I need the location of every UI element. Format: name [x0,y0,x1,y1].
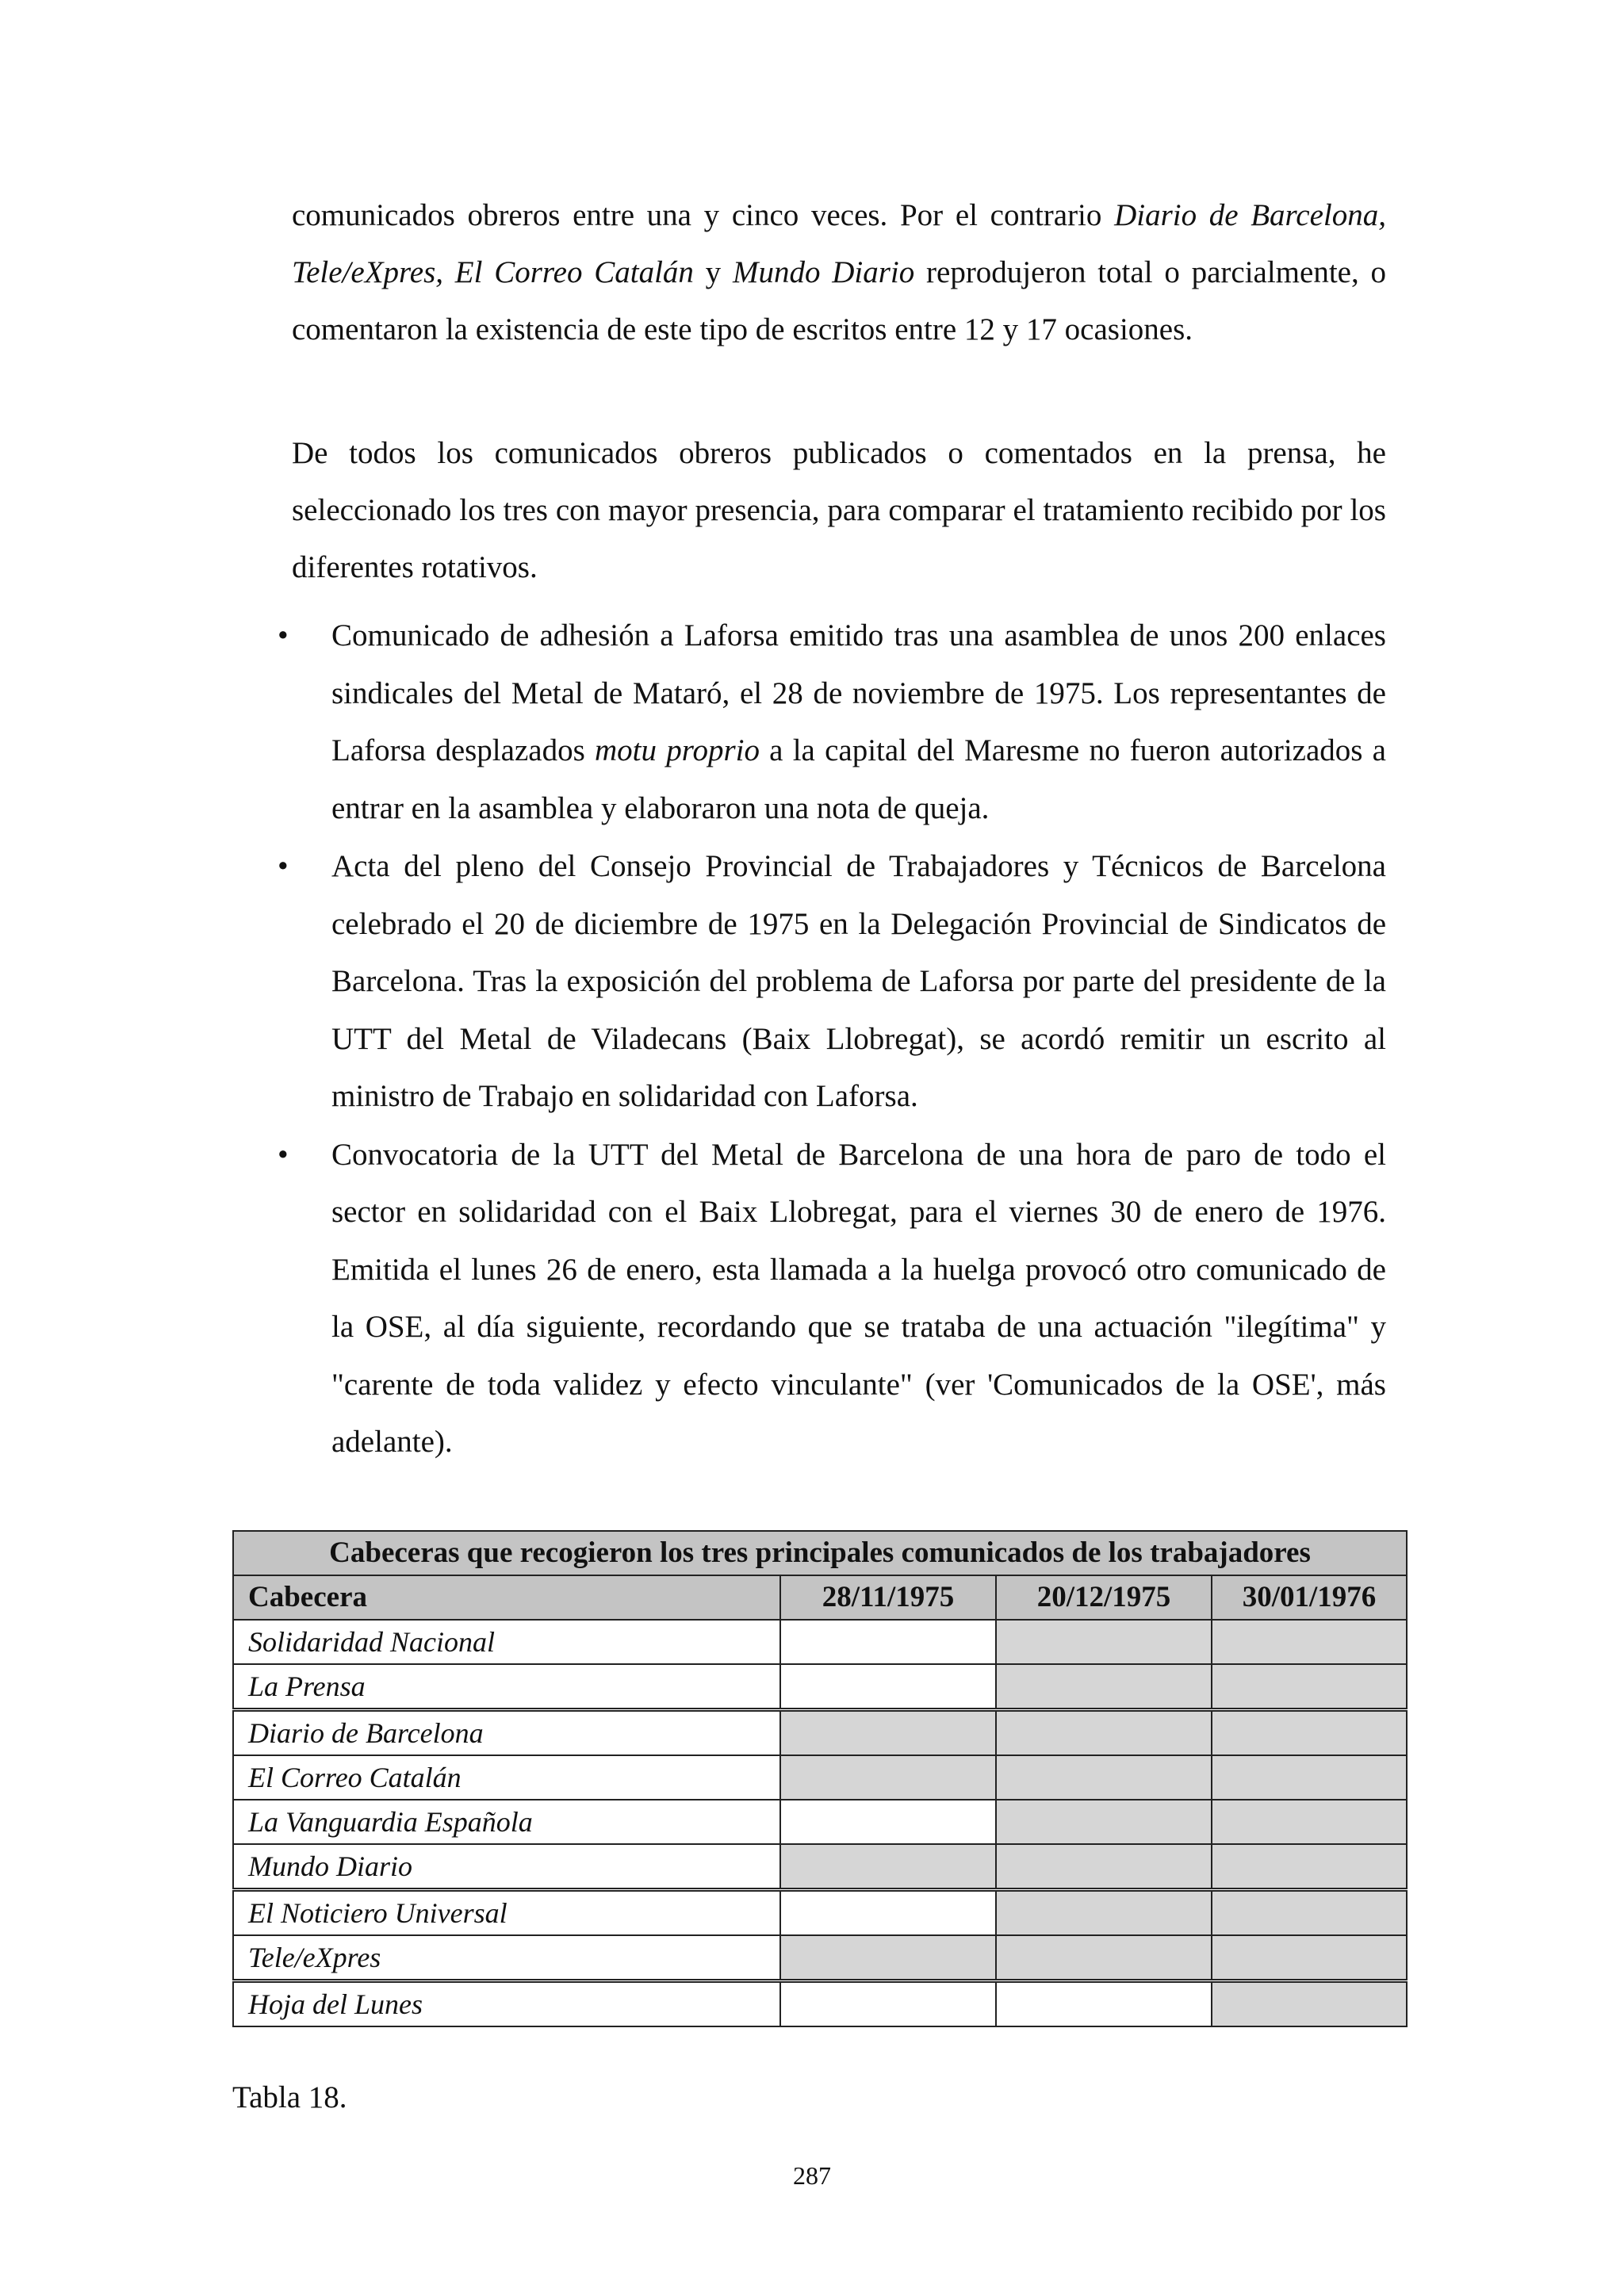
paragraph-1-text-a: comunicados obreros entre una y cinco veces. Por el contrario [292,198,1115,232]
paragraph-1-newspapers: Diario de Barcelona, Tele/eXpres, El Correo Catalán [292,198,1386,289]
table-row [233,1890,1407,1936]
row-mark-date-2 [996,1935,1212,1981]
bullet-list [278,607,1386,1472]
row-mark-date-3 [1212,1890,1407,1936]
row-mark-date-1 [780,1710,996,1756]
row-mark-date-1 [780,1620,996,1664]
row-mark-date-2 [996,1755,1212,1800]
table-body [233,1620,1407,2026]
row-mark-date-2 [996,1620,1212,1664]
row-newspaper-name: La Vanguardia Española [233,1800,780,1844]
row-mark-date-3 [1212,1710,1407,1756]
row-mark-date-1 [780,1800,996,1844]
table-title-row [233,1531,1407,1575]
row-newspaper-name: El Correo Catalán [233,1755,780,1800]
column-header-cabecera: Cabecera [233,1575,780,1620]
row-newspaper-name: El Noticiero Universal [233,1890,780,1936]
row-mark-date-3 [1212,1844,1407,1890]
table-row [233,1710,1407,1756]
row-mark-date-2 [996,1844,1212,1890]
table-row [233,1620,1407,1664]
bullet-3-text: Convocatoria de la UTT del Metal de Barcelona de una hora de paro de todo el sector en solidaridad con el Baix Llobregat, para el viernes 30 de enero de 1976. Emitida el lunes 26 de enero, esta llamada a la huelga provocó otro comunicado de la OSE, al día siguiente, recordando que se trataba de una actuación "ilegítima" y "carente de toda validez y efecto vinculante" (ver 'Comunicados de la OSE', más adelante). [331,1137,1386,1459]
paragraph-1 [292,187,1386,358]
row-newspaper-name: La Prensa [233,1664,780,1710]
bullet-dot-icon: • [278,1137,289,1172]
table-row [233,1935,1407,1981]
table-title: Cabeceras que recogieron los tres principales comunicados de los trabajadores [233,1531,1407,1575]
row-mark-date-3 [1212,1981,1407,2027]
table-header-row [233,1575,1407,1620]
row-newspaper-name: Diario de Barcelona [233,1710,780,1756]
paragraph-1-text-b: y [693,255,733,289]
bullet-dot-icon: • [278,849,289,883]
table-row [233,1755,1407,1800]
row-mark-date-3 [1212,1800,1407,1844]
row-newspaper-name: Solidaridad Nacional [233,1620,780,1664]
row-newspaper-name: Tele/eXpres [233,1935,780,1981]
row-mark-date-1 [780,1935,996,1981]
paragraph-1-text-c: reprodujeron total o parcialmente, o comentaron la existencia de este tipo de escritos entre 12 y 17 ocasiones. [292,255,1386,346]
row-mark-date-3 [1212,1935,1407,1981]
bullet-item-3 [278,1127,1386,1471]
table-row [233,1844,1407,1890]
column-header-date-2: 20/12/1975 [996,1575,1212,1620]
row-mark-date-2 [996,1890,1212,1936]
row-mark-date-2 [996,1710,1212,1756]
row-mark-date-1 [780,1664,996,1710]
row-mark-date-1 [780,1755,996,1800]
row-mark-date-3 [1212,1664,1407,1710]
table-row [233,1981,1407,2027]
row-mark-date-2 [996,1664,1212,1710]
row-mark-date-3 [1212,1620,1407,1664]
column-header-date-3: 30/01/1976 [1212,1575,1407,1620]
bullet-1-latin-phrase: motu proprio [594,733,760,767]
row-mark-date-2 [996,1981,1212,2027]
newspaper-table-container [232,1530,1406,2027]
bullet-1-text-b: a la capital del Maresme no fueron autorizados a entrar en la asamblea y elaboraron una nota de queja. [331,733,1386,825]
table-row [233,1664,1407,1710]
row-mark-date-2 [996,1800,1212,1844]
row-mark-date-1 [780,1844,996,1890]
table-row [233,1800,1407,1844]
paragraph-1-mundo-diario: Mundo Diario [732,255,915,289]
row-mark-date-3 [1212,1755,1407,1800]
row-newspaper-name: Hoja del Lunes [233,1981,780,2027]
column-header-date-1: 28/11/1975 [780,1575,996,1620]
newspaper-table [232,1530,1408,2027]
bullet-item-2 [278,838,1386,1126]
table-caption: Tabla 18. [232,2080,347,2114]
row-newspaper-name: Mundo Diario [233,1844,780,1890]
bullet-2-text: Acta del pleno del Consejo Provincial de Trabajadores y Técnicos de Barcelona celebrado el 20 de diciembre de 1975 en la Delegación Provincial de Sindicatos de Barcelona. Tras la exposición del problema de Laforsa por parte del presidente de la UTT del Metal de Viladecans (Baix Llobregat), se acordó remitir un escrito al ministro de Trabajo en solidaridad con Laforsa. [331,849,1386,1113]
row-mark-date-1 [780,1981,996,2027]
bullet-1-text-a: Comunicado de adhesión a Laforsa emitido tras una asamblea de unos 200 enlaces sindicales del Metal de Mataró, el 28 de noviembre de 1975. Los representantes de Laforsa desplazados [331,618,1386,767]
page-number: 287 [793,2161,831,2190]
paragraph-2: De todos los comunicados obreros publicados o comentados en la prensa, he seleccionado los tres con mayor presencia, para comparar el tratamiento recibido por los diferentes rotativos. [292,436,1386,584]
row-mark-date-1 [780,1890,996,1936]
bullet-dot-icon: • [278,618,289,652]
bullet-item-1 [278,607,1386,837]
